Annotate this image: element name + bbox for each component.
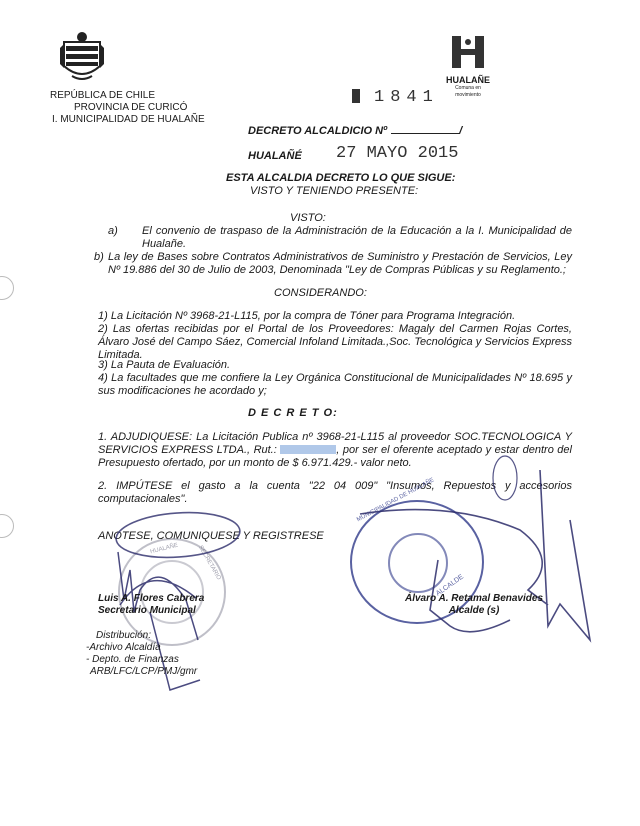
- considerando-item-1: 1) La Licitación Nº 3968-21-L115, por la compra de Tóner para Programa Integración.: [98, 310, 516, 322]
- right-signature-block: [394, 593, 554, 617]
- header-left-block: [50, 90, 205, 126]
- visto-item-a: [94, 225, 572, 251]
- logo-name: HUALAÑE: [446, 75, 490, 85]
- distribution-item-finanzas: - Depto. de Finanzas: [86, 654, 179, 665]
- logo-tagline: Comuna en movimiento: [455, 85, 481, 98]
- mayor-stamp-label-bottom: ALCALDE: [434, 573, 466, 598]
- date-stamp: 27 MAYO 2015: [336, 144, 459, 163]
- coat-of-arms-logo: [58, 32, 106, 84]
- mayor-stamp-label-top: MUNICIPALIDAD DE HUALAÑE: [356, 477, 436, 524]
- visto-marker-b: b): [94, 251, 104, 263]
- distribution-item-initials: ARB/LFC/LCP/PMJ/gmr: [90, 666, 198, 677]
- distribution-block: [86, 630, 197, 678]
- left-signer-title: Secretario Municipal: [98, 605, 196, 616]
- decreto-label: DECRETO ALCALDICIO Nº: [248, 125, 388, 137]
- right-signer-title: Alcalde (s): [448, 605, 500, 616]
- distribution-heading: Distribución:: [96, 630, 152, 641]
- considerando-item-2: 2) Las ofertas recibidas por el Portal de los Proveedores: Magaly del Carmen Rojas Cortes, Álvaro José del Campo Sáez, Comercial Infoland Limitada.,Soc. Tecnológica y Servicios Express Limitada.: [98, 323, 572, 361]
- place-label: HUALAÑÉ: [248, 150, 302, 162]
- considerando-item-4: 4) La facultades que me confiere la Ley Orgánica Constitucional de Municipalidades Nº 18.695 y sus modificaciones he acordado y;: [98, 372, 572, 397]
- considerando-heading: CONSIDERANDO:: [274, 287, 367, 299]
- visto-text-b: La ley de Bases sobre Contratos Administrativos de Suministro y Prestación de Servicios, Ley Nº 19.886 del 30 de Julio de 2003, Denominada "Ley de Compras Públicas y su Reglamento.;: [108, 251, 572, 276]
- decreto-item-1-end: , por ser el oferente aceptado y estar dentro del Presupuesto ofertado, por un monto de $ 6.971.429.- valor neto.: [98, 444, 572, 469]
- heading-esta-alcaldia: ESTA ALCALDIA DECRETO LO QUE SIGUE:: [226, 172, 456, 184]
- decreto-item-2: 2. IMPÚTESE el gasto a la cuenta "22 04 009" "Insumos, Repuestos y accesorios computacionales".: [98, 480, 572, 505]
- decreto-item-1: [98, 431, 572, 470]
- considerando-item-3: 3) La Pauta de Evaluación.: [98, 359, 231, 371]
- header-line-municipality: I. MUNICIPALIDAD DE HUALAÑE: [52, 114, 205, 125]
- decreto-item-1-start: 1. ADJUDIQUESE: La Licitación Publica nº 3968-21-L115 al proveedor SOC.TECNOLOGICA Y SERVICIOS EXPRESS LTDA., Rut.:: [98, 431, 572, 456]
- hualane-logo: [442, 34, 494, 98]
- right-signer-name: Álvaro A. Retamal Benavides: [404, 593, 544, 604]
- visto-heading: VISTO:: [290, 212, 326, 224]
- header-line-country: REPÚBLICA DE CHILE: [50, 90, 156, 101]
- distribution-item-archivo: -Archivo Alcaldía: [86, 642, 161, 653]
- decreto-number-line: DECRETO ALCALDICIO Nº /: [248, 125, 463, 137]
- header-line-province: PROVINCIA DE CURICÓ: [74, 102, 188, 113]
- mayor-stamp-inner: [388, 533, 448, 593]
- visto-marker-a: a): [108, 225, 118, 237]
- redacted-rut: [280, 445, 336, 454]
- decree-number: 1841: [374, 88, 439, 107]
- hole-mark-bottom: [0, 514, 14, 538]
- secretary-stamp-label-top: HUALAÑE: [149, 542, 179, 556]
- closing-line: ANOTESE, COMUNIQUESE Y REGISTRESE: [98, 530, 324, 542]
- left-signature-block: [98, 593, 204, 617]
- secretary-stamp-label-side: SECRETARIO: [197, 544, 222, 582]
- hualane-h-icon: [448, 34, 488, 70]
- heading-visto-teniendo: VISTO Y TENIENDO PRESENTE:: [250, 185, 419, 197]
- visto-item-b: [94, 251, 572, 277]
- hole-mark-top: [0, 276, 14, 300]
- visto-text-a: El convenio de traspaso de la Administración de la Educación a la I. Municipalidad de Hualañe.: [142, 225, 572, 250]
- left-signer-name: Luis A. Flores Cabrera: [98, 593, 205, 604]
- decree-number-stamp: [352, 88, 439, 107]
- decreto-heading: D E C R E T O:: [248, 407, 338, 419]
